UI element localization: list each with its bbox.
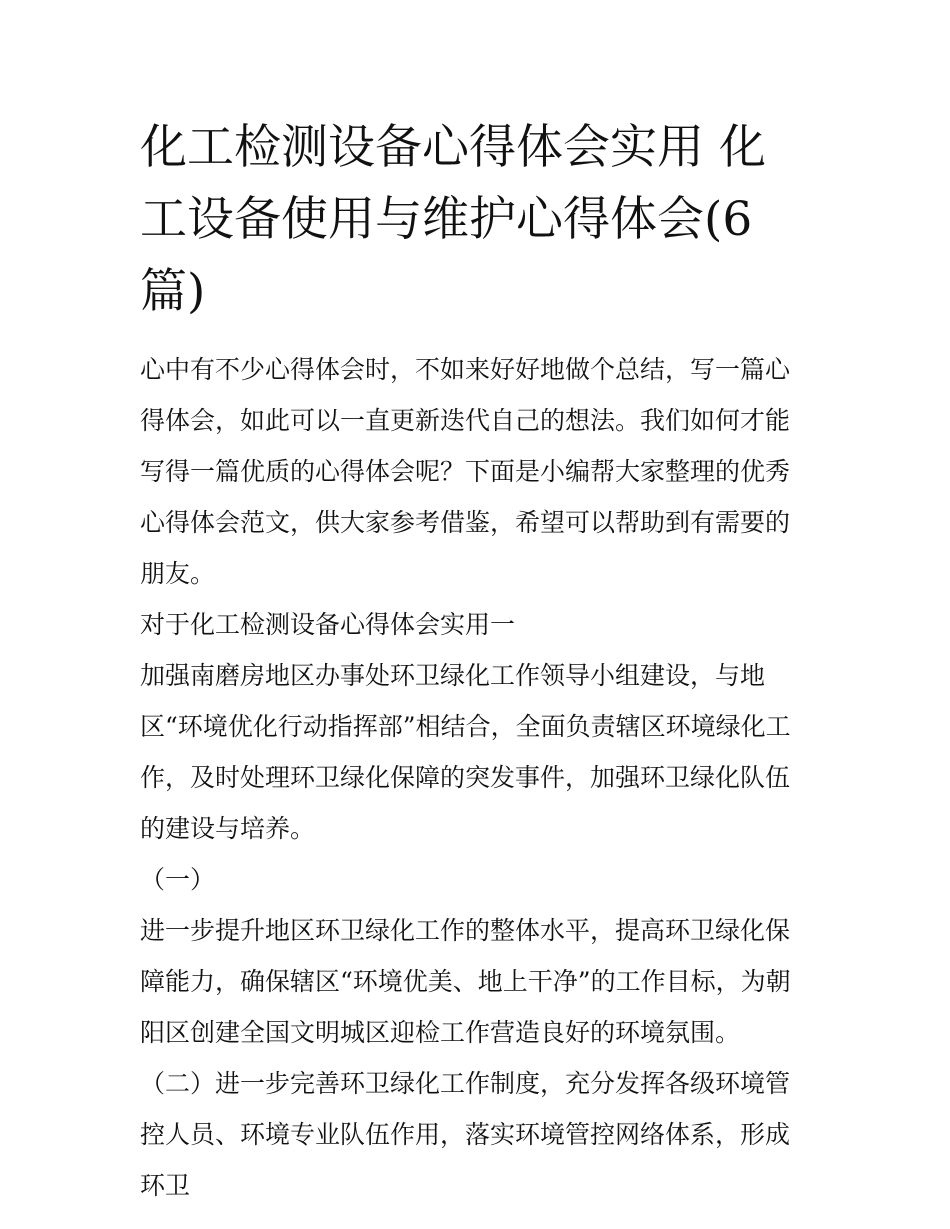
body-paragraph: 进一步提升地区环卫绿化工作的整体水平，提高环卫绿化保障能力，确保辖区“环境优美、地上干净”的工作目标，为朝阳区创建全国文明城区迎检工作营造良好的环境氛围。 — [140, 916, 791, 1047]
section-heading: 对于化工检测设备心得体会实用一 — [140, 610, 516, 639]
body-paragraph: （二）进一步完善环卫绿化工作制度，充分发挥各级环境管控人员、环境专业队伍作用，落实环境管控网络体系，形成环卫 — [140, 1069, 791, 1200]
intro-paragraph: 心中有不少心得体会时，不如来好好地做个总结，写一篇心得体会，如此可以一直更新迭代自己的想法。我们如何才能写得一篇优质的心得体会呢？下面是小编帮大家整理的优秀心得体会范文，供大家参考借鉴，希望可以帮助到有需要的朋友。 — [140, 355, 791, 588]
document-body — [140, 344, 812, 1211]
document-title: 化工检测设备心得体会实用 化工设备使用与维护心得体会(6篇) — [140, 120, 766, 319]
list-marker: （一） — [140, 865, 216, 894]
body-paragraph: 加强南磨房地区办事处环卫绿化工作领导小组建设，与地区“环境优化行动指挥部”相结合，全面负责辖区环境绿化工作，及时处理环卫绿化保障的突发事件，加强环卫绿化队伍的建设与培养。 — [140, 661, 791, 843]
document-content — [140, 112, 812, 1211]
